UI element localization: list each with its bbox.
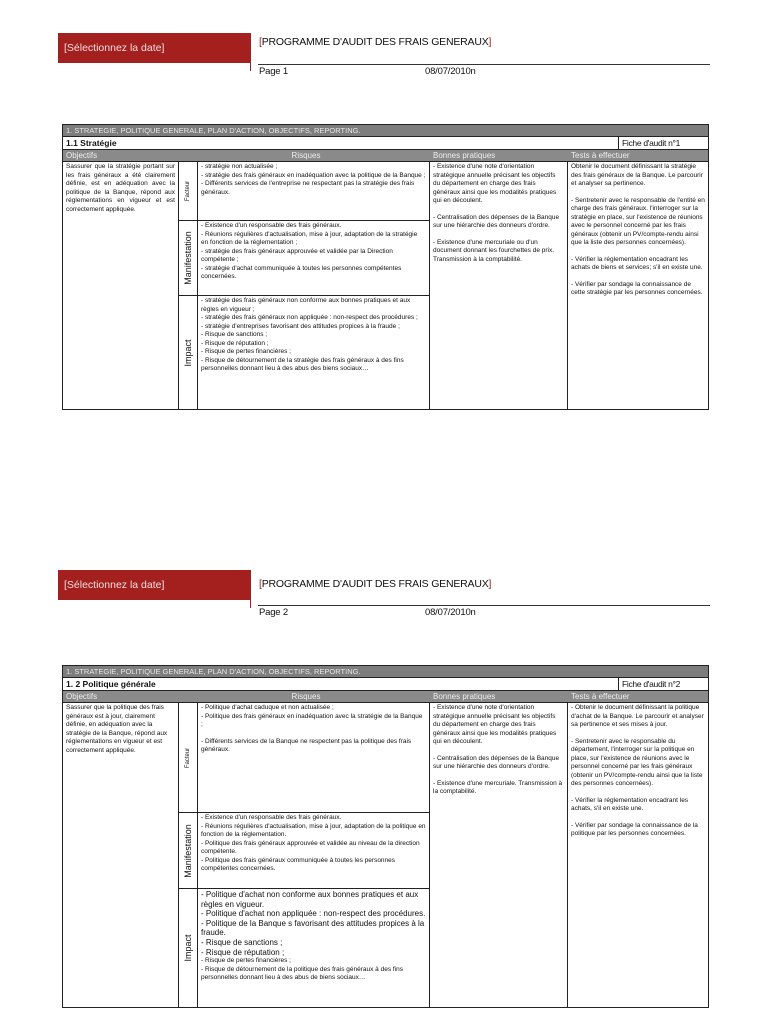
fiche-number: Fiche d'audit n°2 (618, 678, 708, 690)
header-rule (258, 605, 710, 606)
risk-text: - Politique d'achat non conforme aux bonnes pratiques et aux règles en vigueur. - Politique d'achat non appliquée : non-respect des procédures. - Politique de la Banque s favorisant des attitudes propices à la fraude. - Risque de sanctions ; - Risque de réputation ; - Risque de pertes financières ; - Risque de détournement de la politique des frais généraux à des fins personnelles donnant lieu à des abus de biens sociaux… (201, 890, 426, 982)
header-rule (258, 64, 710, 65)
col-header-tests: Tests à effectuer (571, 151, 630, 160)
risk-label: Facteur (184, 180, 191, 202)
subsection-title: 1. 2 Politique générale (66, 679, 156, 689)
tests-cell: Obtenir le document définissant la stratégie des frais généraux de la Banque. Le parcourir et analyser sa pertinence. - Sentretenir avec le responsable de l'entité en charge des frais généraux. l'interroger sur la stratégie en place, sur l'existence de réunions avec le personnel concerné par les frais généraux (obtenir un PV/compte-rendu ainsi que la liste des personnes concernées). - Vérifier la réglementation encadrant les achats de biens et services; s'il en existe une. - Vérifier par sondage la connaissance de cette stratégie par les personnes concernées. (571, 163, 705, 296)
audit-table (62, 665, 709, 1008)
risk-text: - Politique d'achat caduque et non actualisée ; - Politique des frais généraux en inadéquation avec la stratégie de la Banque ; - Différents services de la Banque ne respectent pas la politique des frais généraux. (201, 704, 423, 753)
col-header-bonnes-pratiques: Bonnes pratiques (433, 151, 496, 160)
risk-label: Impact (182, 338, 193, 367)
col-header-objectifs: Objectifs (66, 151, 98, 160)
risk-text: - Existence d'un responsable des frais généraux. - Réunions régulières d'actualisation, mise à jour, adaptation de la politique en fonction de la réglementation. - Politique des frais généraux approuvée et validée au niveau de la direction compétente. - Politique des frais généraux communiquée à toutes les personnes compétentes concernées. (201, 814, 426, 872)
page-number: Page 2 (259, 607, 288, 618)
table-body (63, 703, 708, 1007)
section-title: 1. STRATEGIE, POLITIQUE GENERALE, PLAN D'ACTION, OBJECTIFS, REPORTING. (63, 666, 708, 678)
risk-row-facteur (179, 703, 429, 813)
col-header-risques: Risques (291, 692, 321, 701)
subsection-row (63, 137, 708, 150)
subsection-title: 1.1 Stratégie (66, 138, 117, 148)
column-headers (63, 691, 708, 703)
bonnes-pratiques-cell: - Existence d'une note d'orientation stratégique annuelle précisant les objectifs du département en charge des frais généraux ainsi que les modalités pratiques qui en découlent. - Centralisation des dépenses de la Banque sur une hiérarchie des donneurs d'ordre. - Existence d'une mercuriale ou d'un document donnant les fourchettes de prix. Transmission à la comptabilité. (430, 162, 568, 409)
risk-label: Manifestation (182, 231, 193, 285)
header-divider (250, 33, 251, 71)
risk-label: Impact (182, 934, 193, 962)
risques-cell (179, 703, 430, 1007)
risk-text: - stratégie des frais généraux non conforme aux bonnes pratiques et aux règles en vigueur ; - stratégie des frais généraux non appliquée : non-respect des procédures ; - stratégie d'entreprises favorisant des attitudes propices à la fraude ; - Risque de sanctions ; - Risque de réputation ; - Risque de pertes financières ; - Risque de détournement de la stratégie des frais généraux à des fins personnelles donnant lieu à des abus des biens sociaux… (201, 297, 418, 372)
page-date: 08/07/2010n (425, 66, 476, 77)
page-number: Page 1 (259, 66, 288, 77)
table-body (63, 162, 708, 409)
risk-label: Facteur (184, 747, 191, 768)
date-selector[interactable]: [Sélectionnez la date] (58, 570, 251, 600)
risk-label: Manifestation (182, 823, 193, 878)
header-divider (250, 570, 251, 608)
risk-row-impact (179, 889, 429, 1007)
risk-row-manifestation (179, 813, 429, 889)
col-header-risques: Risques (291, 151, 321, 160)
col-header-bonnes-pratiques: Bonnes pratiques (433, 692, 496, 701)
risk-row-impact (179, 296, 429, 409)
column-headers (63, 150, 708, 162)
objectifs-cell: Sassurer que la politique des frais généraux est à jour, clairement définie, en adéquation avec la stratégie de la Banque, répond aux réglementations en vigueur et est correctement appliquée. (63, 703, 179, 1007)
audit-table (62, 124, 709, 410)
program-title: [PROGRAMME D'AUDIT DES FRAIS GENERAUX] (259, 578, 492, 590)
objectifs-cell: Sassurer que la stratégie portant sur les frais généraux a été clairement définie, est en adéquation avec la politique de la Banque, répond aux réglementations en vigueur et est correctement appliquée. (63, 162, 179, 409)
col-header-tests: Tests à effectuer (571, 692, 630, 701)
col-header-objectifs: Objectifs (66, 692, 98, 701)
section-title: 1. STRATEGIE, POLITIQUE GENERALE, PLAN D'ACTION, OBJECTIFS, REPORTING. (63, 125, 708, 137)
risk-row-manifestation (179, 221, 429, 296)
fiche-number: Fiche d'audit n°1 (618, 137, 708, 149)
risk-text: - stratégie non actualisée ; - stratégie des frais généraux en inadéquation avec la politique de la Banque ; - Différents services de l'entreprise ne respectant pas la stratégie des frais généraux. (201, 163, 426, 196)
page-date: 08/07/2010n (425, 607, 476, 618)
risk-row-facteur (179, 162, 429, 221)
subsection-row (63, 678, 708, 691)
date-selector[interactable]: [Sélectionnez la date] (58, 33, 251, 63)
risk-text: - Existence d'un responsable des frais généraux. - Réunions régulières d'actualisation, mise à jour, adaptation de la stratégie en fonction de la réglementation ; - stratégie des frais généraux approuvée et validée par la Direction compétente ; - stratégie d'achat communiquée à toutes les personnes compétentes concernées. (201, 222, 418, 280)
bonnes-pratiques-cell: - Existence d'une note d'orientation stratégique annuelle précisant les objectifs du département en charge des frais généraux ainsi que les modalités pratiques qui en découlent. - Centralisation des dépenses de la Banque sur une hiérarchie des donneurs d'ordre. - Existence d'une mercuriale. Transmission à la comptabilité. (430, 703, 568, 1007)
tests-cell: - Obtenir le document définissant la politique d'achat de la Banque. Le parcourir et analyser sa pertinence et ses mises à jour. - Sentretenir avec le responsable du département, l'interroger sur la politique en place, sur l'existence de réunions avec le personnel concerné par les frais généraux (obtenir un PV/compte-rendu ainsi que la liste des personnes concernées). - Vérifier la réglementation encadrant les achats, s'il en existe une. - Vérifier par sondage la connaissance de la politique par les personnes concernées. (571, 704, 704, 837)
program-title: [PROGRAMME D'AUDIT DES FRAIS GENERAUX] (259, 36, 492, 48)
risques-cell (179, 162, 430, 409)
